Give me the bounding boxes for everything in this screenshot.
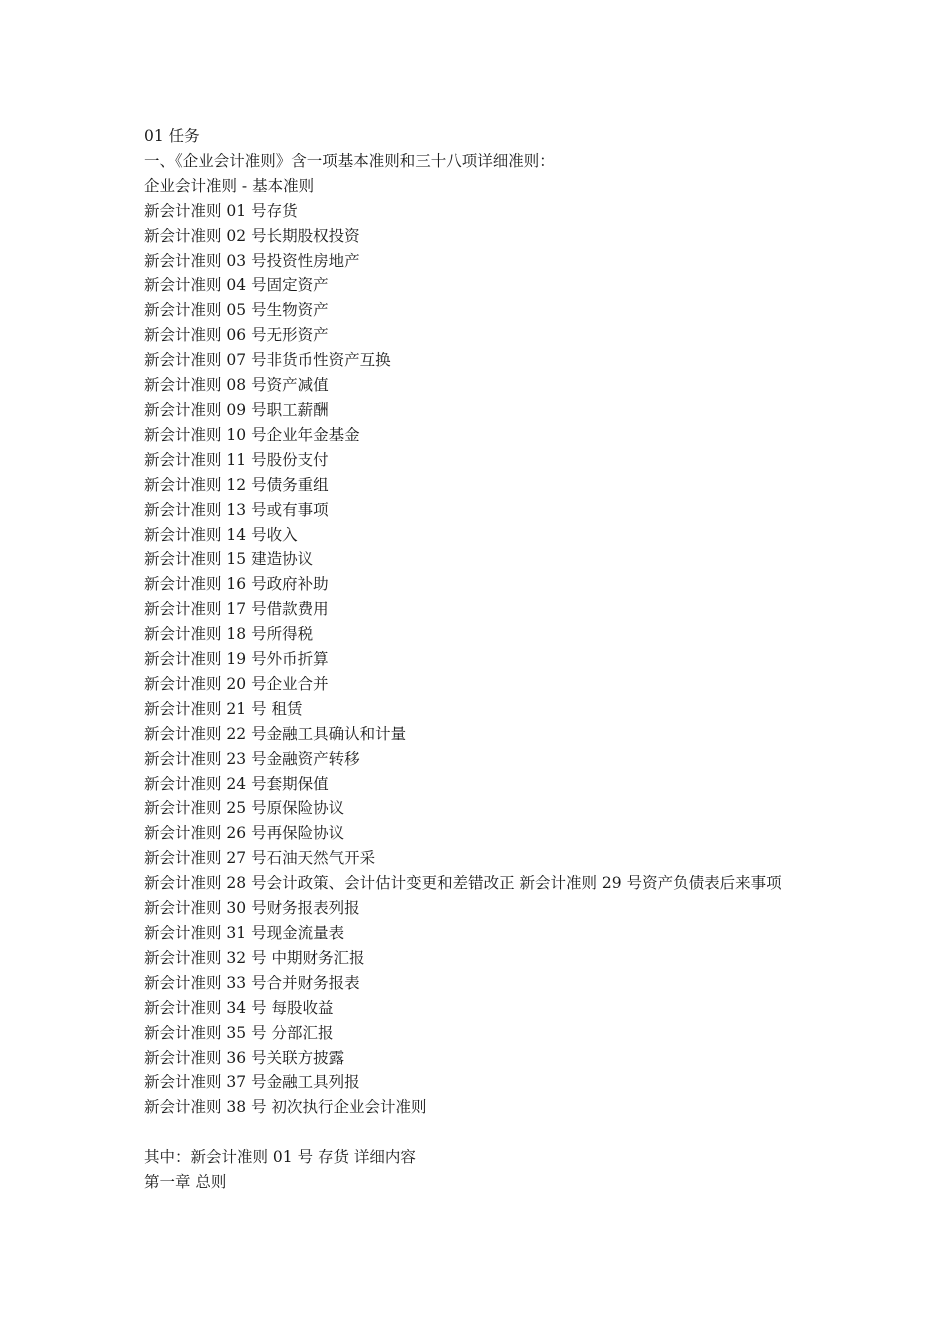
standard-item: 新会计准则 37 号金融工具列报 [144,1073,360,1092]
standard-item: 新会计准则 11 号股份支付 [144,450,329,469]
standard-item: 新会计准则 33 号合并财务报表 [144,973,360,992]
standard-item: 新会计准则 10 号企业年金基金 [144,425,360,444]
document-body [144,124,824,1195]
standard-item: 新会计准则 35 号 分部汇报 [144,1023,334,1042]
standard-item: 新会计准则 09 号职工薪酬 [144,400,329,419]
standard-item: 新会计准则 26 号再保险协议 [144,824,345,843]
chapter-heading: 第一章 总则 [144,1173,227,1192]
intro-paragraph: 一、《企业会计准则》含一项基本准则和三十八项详细准则： [144,151,555,170]
standard-item: 新会计准则 16 号政府补助 [144,575,329,594]
standard-item: 新会计准则 12 号债务重组 [144,475,329,494]
standard-item: 新会计准则 18 号所得税 [144,625,314,644]
basic-standard: 企业会计准则 - 基本准则 [144,176,315,195]
standard-item: 新会计准则 06 号无形资产 [144,326,329,345]
standard-item: 新会计准则 27 号石油天然气开采 [144,849,376,868]
standard-item: 新会计准则 19 号外币折算 [144,650,329,669]
standard-item: 新会计准则 04 号固定资产 [144,276,329,295]
standard-item: 新会计准则 23 号金融资产转移 [144,749,360,768]
detail-heading: 其中：新会计准则 01 号 存货 详细内容 [144,1148,416,1167]
standard-item: 新会计准则 36 号关联方披露 [144,1048,345,1067]
standard-item: 新会计准则 01 号存货 [144,201,298,220]
standard-item: 新会计准则 30 号财务报表列报 [144,899,360,918]
standard-item: 新会计准则 13 号或有事项 [144,500,329,519]
standard-item: 新会计准则 22 号金融工具确认和计量 [144,724,407,743]
task-heading: 01 任务 [144,127,200,145]
standard-item: 新会计准则 24 号套期保值 [144,774,329,793]
standard-item: 新会计准则 21 号 租赁 [144,699,303,718]
blank-line [144,1120,824,1145]
standard-item: 新会计准则 05 号生物资产 [144,301,329,320]
standard-item: 新会计准则 14 号收入 [144,525,298,544]
standard-item: 新会计准则 08 号资产减值 [144,376,329,395]
standard-item: 新会计准则 38 号 初次执行企业会计准则 [144,1098,427,1117]
standard-item: 新会计准则 07 号非货币性资产互换 [144,351,391,370]
standard-item: 新会计准则 31 号现金流量表 [144,924,345,942]
standard-item: 新会计准则 20 号企业合并 [144,674,329,693]
standard-item: 新会计准则 34 号 每股收益 [144,998,334,1017]
standard-item: 新会计准则 15 建造协议 [144,550,314,569]
standard-item: 新会计准则 28 号会计政策、会计估计变更和差错改正 新会计准则 29 号资产负债表后来事项 [144,874,782,893]
standard-item: 新会计准则 32 号 中期财务汇报 [144,948,365,967]
standard-item: 新会计准则 02 号长期股权投资 [144,226,360,245]
standard-item: 新会计准则 17 号借款费用 [144,600,329,619]
standard-item: 新会计准则 03 号投资性房地产 [144,251,360,270]
standard-item: 新会计准则 25 号原保险协议 [144,799,345,818]
